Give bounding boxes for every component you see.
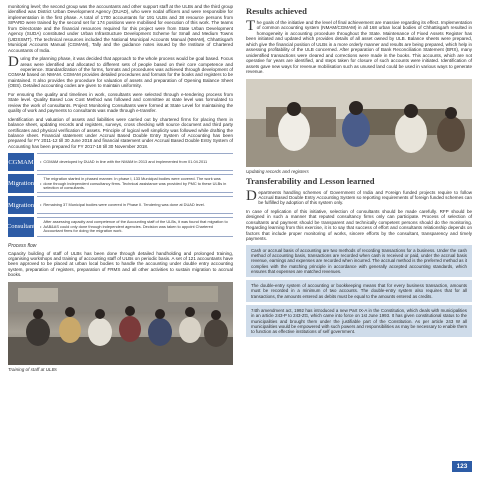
bullet-icon: • <box>40 180 42 186</box>
cgmam-row-label: Consultant <box>8 217 34 236</box>
cgmam-row-text <box>37 217 233 236</box>
left-paragraph-4: Identification and valuation of assets and liabilities were carried out by chartered firms for placing them in balance sheet, updating records and registers, surveys, cross checking with source document and third party certificates and physical verification of assets. Principle of logical well simplicity was followed while drafting the balance sheet. Financial statement under Accrual Based Double Entry System of Accounting has been prepared for FY 2011-12 till 30 June 2018 and financial statement under Accrual Based Double Entry System of Accounting has been prepared for FY 2017-18 till 30 November 2018. <box>8 116 233 149</box>
records-photo-caption: Updating records and registers <box>246 168 309 174</box>
cgmam-row-label: Migration <box>8 174 34 193</box>
bullet-icon: • <box>40 158 42 164</box>
bullet-icon: • <box>40 202 42 208</box>
cgmam-row <box>8 174 233 193</box>
left-paragraph-2 <box>8 56 233 89</box>
cgmam-row-text-value: After assessing capacity and competence of the Accounting staff of the ULBs, it was found that migration to AAB&AS could only done through independent agencies. Decision was taken to appoint Chartered Accountant firms for doing the migration work. <box>43 218 228 234</box>
transfer-paragraph-1-text: epartments handling schemes of Government of India and Foreign funded projects require to follow Accrual Based Double Entry Accounting System so reporting requirements of foreign funded schemes can be fulfilled by adoption of this system only. <box>258 189 472 206</box>
cgmam-row-text <box>37 153 233 171</box>
results-title: Results achieved <box>246 6 307 16</box>
drop-cap-d: D <box>8 54 19 71</box>
highlight-paragraph-1: Cash or accrual basis of accounting are two methods of recording transactions for a business. Under the cash method of accounting basis, transactions are recorded when cash is received or paid, under the accrual basis revenue, earnings and expenses are recorded when incurred. The accrual method is the preferred method as it complies with the matching principle in accordance with generally accepted accounting standards, which ensures that expenses are matched revenues. <box>251 247 467 274</box>
cgmam-row-text <box>37 174 233 193</box>
highlight-paragraph-2: The double-entry system of accounting or bookkeeping means that for every business transaction, amounts must be recorded in a minimum of two accounts. The double-entry system also requires that for all transactions, the amounts entered as debits must be equal to the amounts entered as credits. <box>251 283 467 299</box>
left-paragraph-2-text: uring the planning phase, it was decided that approach to the whole process would be goal based. Focus areas were identified and allocated to different sets of people based on their core competence and experience. Standardization of the forms, formats and procedures was achieved through development of CGMAM based on NMAM. CGMAM provides detailed procedures and formats for the books and registers to be maintained. It also provides the procedure for valuation of assets and preparation of Opening Balance Sheet (OBS). Detailed accounting codes are given to maintain uniformity. <box>8 56 233 89</box>
drop-cap-t: T <box>246 18 256 34</box>
highlight-paragraph-3: 74th amendment act, 1992 has introduced a new Part IX-A in the Constitution, which deals with municipalities in an article 243-P to 243-ZG, which came into force on 1st June 1993. It has given constitutional status to the municipalities and brought them under the justifiable part of the Constitution. As per article 243 W all municipalities would be empowered with such powers and responsibilities as may be necessary to enable them to function as effective institutions of self government. <box>251 307 467 335</box>
drop-cap-d2: D <box>246 187 257 204</box>
left-paragraph-1: monitoring level; the second group was the accountants and other support staff at the ULBs and the third group identified was District Urban Development Agency (DUAD), who were nodal officers and were responsible for implementation in the first phase. A total of 1700 accountants for 191 ULBs and 38 resource persons from SIPARD were trained by the second set for 174 positions were mobilised for execution of this work. The teams from Directorate and the financial resources required for this project were from State Urban Development Agency (SUDA) constituted under Urban Infrastructure Development Scheme for Small and Medium Towns (UIDSSMT). The technical resources included the National Municipal Accounts Manual (NMAM), Chhattisgarh Municipal Accounts Manual (CGMAM), Tally and the guidance notes issued by the Institute of Chartered Accountants of India. <box>8 4 233 53</box>
page-number: 123 <box>452 461 472 472</box>
training-photo <box>8 282 233 365</box>
training-photo-caption: Training of staff at ULBs <box>8 366 57 372</box>
cgmam-process-diagram <box>8 153 233 236</box>
cgmam-row-label: Migration <box>8 196 34 214</box>
cgmam-row-text-value: CGMAM developed by DUAD in line with the NMAM in 2013 and implemented from 01.04.2011 <box>43 158 208 164</box>
cgmam-row <box>8 153 233 171</box>
transfer-paragraph-2: In case of replication of this initiative, selection of consultants should be made carefully. RFP should be designed in such a manner that reputed consultancy firms only can participate. Process of selection of consultants and payment should be transparent and technically competent persons should do the monitoring. Regarding learning from this exercise, it is to say that success of effort and consultants relationship depends on factors that include proper monitoring of works, sincere efforts by the consultant, transparency and timely payments. <box>246 208 472 242</box>
left-paragraph-3: For ensuring the quality and timelines in work, consultants were selected through e-tendering process from State level. Quality Based Low Cost Method was followed and committee at state level was formulated to review the work of consultants. Project Monitoring Consultants were formed at State Level for maintaining the quality of work and payments to consultants was made through e-transfer. <box>8 91 233 114</box>
results-paragraph <box>246 20 472 75</box>
process-flow-title: Process flow <box>8 242 37 249</box>
right-column <box>246 4 472 337</box>
cgmam-row-text-value: The migration started in phased manner. In phase I, 133 Municipal bodies were covered. The work was done through independent consultancy firms. Technical assistance was provided by PMC to these ULBs in selection of consultants. <box>43 175 227 191</box>
bullet-icon: • <box>40 223 42 229</box>
cgmam-row-text-value: Remaining 37 Municipal bodies were covered in Phase II. Tendering was done at DUAD level. <box>43 202 205 208</box>
cgmam-row <box>8 217 233 236</box>
process-flow-text: Capacity building of staff of ULBs has been done through detailed handholding and prolonged training, organising workshops and training of accounting staff of ULBs on periodic basis. A set of 121 accountants have been approved to be placed at urban local bodies to handle the accounting under double entry accounting system, preparation of registers, preparation of FRMS and all other activities to sustain migration to accrual books. <box>8 250 233 278</box>
training-photo-illustration <box>8 282 233 365</box>
cgmam-row-label: CGMAM <box>8 153 34 171</box>
cgmam-row-text <box>37 196 233 214</box>
highlight-box-74th-amendment <box>246 305 472 337</box>
transfer-paragraph-1 <box>246 187 472 206</box>
records-photo <box>246 79 472 167</box>
left-column <box>8 4 233 372</box>
cgmam-row <box>8 196 233 214</box>
highlight-box-accrual <box>246 245 472 277</box>
results-paragraph-text: he goals of the initiative and the level of final achievement are massive regarding its effect. Implementation of common accounting system (NMAM/CGMAM) in all 168 urban local bodies of Chhattisgarh resulted in homogeneity in accounting procedure throughout the State. Maintenance of Fixed Assets Register has been initiated and updated which provides details of all asset owned by ULB. Balance sheets were prepared, which give the financial position of ULBs in a more orderly manner and results are being prepared, which help in assessing profitability of the ULB concerned. After preparation of Bank Reconciliation Statement (BRS), many unidentified transactions were cleared and corrections were made in the books. This accounts, which are not operative for years are identified, and steps taken for closure of such accounts were initiated. Identification of assets gave new ways for revenue mobilisation such as unused land could be used in various ways to generate revenue. <box>246 20 472 75</box>
highlight-box-double-entry <box>246 280 472 302</box>
transfer-title: Transferability and Lesson learned <box>246 175 375 186</box>
records-photo-illustration <box>246 79 472 167</box>
